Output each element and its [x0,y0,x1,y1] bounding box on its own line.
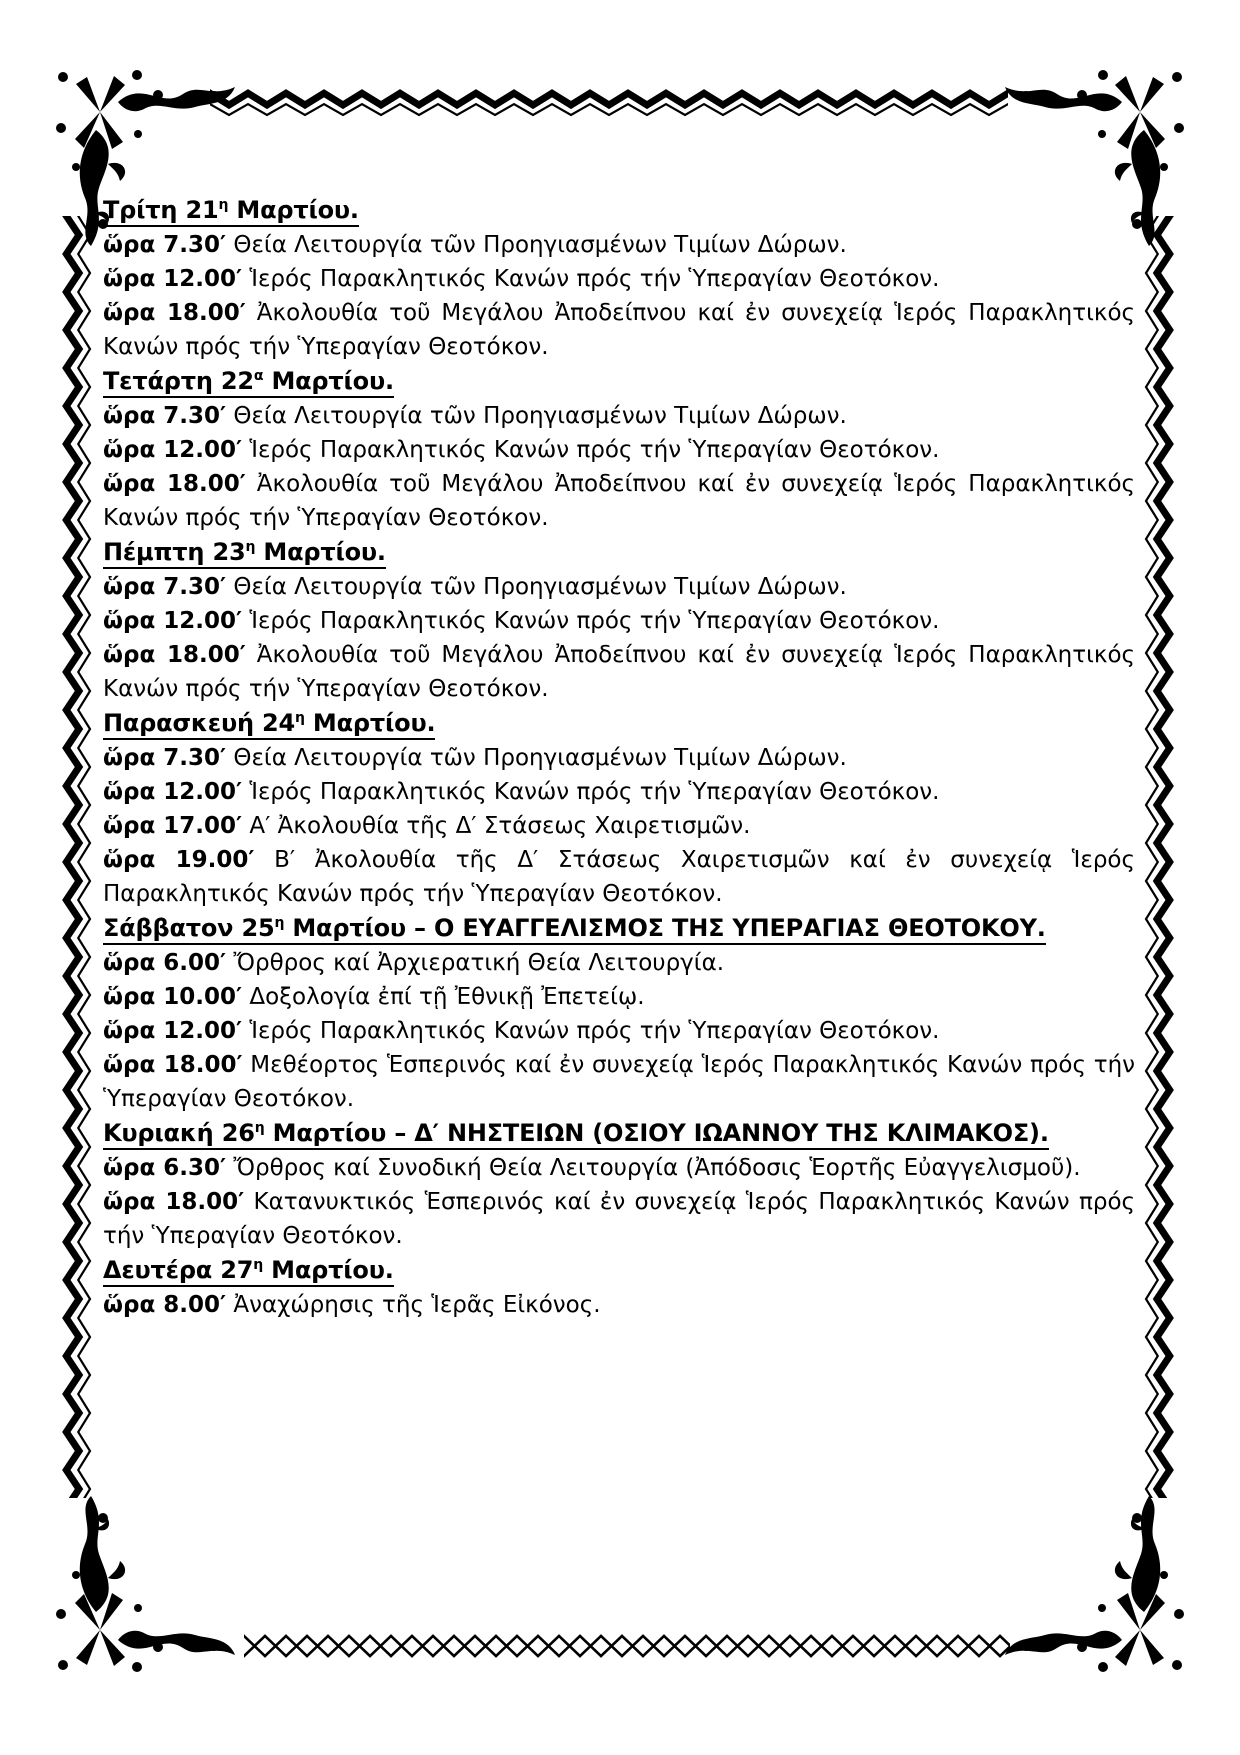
day-section [103,535,1135,706]
schedule-entry [103,570,1135,604]
entry-time: ὥρα 18.00′ [103,1052,243,1078]
day-ordinal-superscript: α [253,368,264,384]
schedule-content [103,193,1135,1322]
schedule-entry [103,980,1135,1014]
day-section [103,1116,1135,1253]
day-ordinal-superscript: η [218,197,229,213]
day-ordinal-superscript: η [254,1120,265,1136]
entry-text: Ἀκολουθία τοῦ Μεγάλου Ἀποδείπνου καί ἐν συνεχείᾳ Ἱερός Παρακλητικός Κανών πρός τήν Ὑπεραγίαν Θεοτόκον. [103,471,1136,531]
schedule-entry [103,775,1135,809]
entry-time: ὥρα 18.00′ [103,1189,245,1215]
entry-time: ὥρα 12.00′ [103,779,243,805]
corner-ornament-bottom-right-icon [1002,1488,1192,1678]
entry-text: Β′ Ἀκολουθία τῆς Δ′ Στάσεως Χαιρετισμῶν καί ἐν συνεχείᾳ Ἱερός Παρακλητικός Κανών πρός τήν Ὑπεραγίαν Θεοτόκον. [103,847,1135,907]
day-heading-row [103,911,1135,946]
entry-time: ὥρα 12.00′ [103,266,243,292]
day-heading-text: Τετάρτη 22 [103,367,254,395]
entry-time: ὥρα 7.30′ [103,232,227,258]
entry-time: ὥρα 6.30′ [103,1155,227,1181]
schedule-entry [103,1288,1135,1322]
day-section [103,193,1135,364]
schedule-entry [103,228,1135,262]
day-heading [103,1256,394,1287]
entry-text: Ἱερός Παρακλητικός Κανών πρός τήν Ὑπεραγίαν Θεοτόκον. [249,266,940,292]
entry-text: Δοξολογία ἐπί τῇ Ἐθνικῇ Ἐπετείῳ. [249,984,645,1010]
day-heading-text: Τρίτη 21 [103,196,219,224]
schedule-entry [103,1048,1135,1116]
schedule-entry [103,296,1135,364]
entry-text: Ἀναχώρησις τῆς Ἱερᾶς Εἰκόνος. [233,1292,601,1318]
entry-text: Θεία Λειτουργία τῶν Προηγιασμένων Τιμίων Δώρων. [233,232,847,258]
day-heading-rest: Μαρτίου. [263,367,394,395]
entry-time: ὥρα 7.30′ [103,745,227,771]
day-heading-row [103,1253,1135,1288]
entry-text: Ὄρθρος καί Ἀρχιερατική Θεία Λειτουργία. [233,950,725,976]
day-heading-text: Παρασκευή 24 [103,709,295,737]
entry-text: Ἱερός Παρακλητικός Κανών πρός τήν Ὑπεραγίαν Θεοτόκον. [249,779,940,805]
schedule-entry [103,741,1135,775]
day-section [103,911,1135,1116]
schedule-entry [103,433,1135,467]
day-section [103,364,1135,535]
schedule-entry [103,638,1135,706]
entry-time: ὥρα 8.00′ [103,1292,227,1318]
schedule-entry [103,262,1135,296]
day-heading-row [103,706,1135,741]
day-heading-rest: Μαρτίου. [304,709,436,737]
entry-time: ὥρα 10.00′ [103,984,243,1010]
entry-time: ὥρα 6.00′ [103,950,227,976]
day-heading-row [103,193,1135,228]
entry-text: Ὄρθρος καί Συνοδική Θεία Λειτουργία (Ἀπόδοσις Ἑορτῆς Εὐαγγελισμοῦ). [233,1155,1081,1181]
bottom-x-border [244,1632,1010,1662]
schedule-entry [103,1151,1135,1185]
day-ordinal-superscript: η [295,710,305,726]
corner-ornament-bottom-left-icon [48,1488,238,1678]
entry-time: ὥρα 12.00′ [103,608,243,634]
day-heading [103,709,435,740]
entry-time: ὥρα 18.00′ [103,471,246,497]
day-section [103,1253,1135,1322]
day-heading-text: Κυριακή 26 [103,1119,255,1147]
day-heading-rest: Μαρτίου. [228,196,359,224]
day-heading [103,1119,1049,1150]
entry-text: Ἀκολουθία τοῦ Μεγάλου Ἀποδείπνου καί ἐν συνεχείᾳ Ἱερός Παρακλητικός Κανών πρός τήν Ὑπεραγίαν Θεοτόκον. [103,642,1136,702]
entry-time: ὥρα 12.00′ [103,437,243,463]
entry-text: Α′ Ἀκολουθία τῆς Δ′ Στάσεως Χαιρετισμῶν. [249,813,751,839]
schedule-entry [103,1185,1135,1253]
day-ordinal-superscript: η [245,539,256,555]
day-heading-text: Πέμπτη 23 [103,538,246,566]
day-heading-rest: Μαρτίου. [263,1256,394,1284]
top-zigzag-border [210,86,1008,118]
entry-time: ὥρα 18.00′ [103,300,246,326]
entry-text: Ἱερός Παρακλητικός Κανών πρός τήν Ὑπεραγίαν Θεοτόκον. [249,1018,940,1044]
day-heading-row [103,364,1135,399]
day-heading-rest: Μαρτίου – Ο ΕΥΑΓΓΕΛΙΣΜΟΣ ΤΗΣ ΥΠΕΡΑΓΙΑΣ ΘΕΟΤΟΚΟΥ. [284,914,1046,942]
entry-time: ὥρα 18.00′ [103,642,246,668]
entry-text: Θεία Λειτουργία τῶν Προηγιασμένων Τιμίων Δώρων. [233,745,847,771]
day-heading-row [103,1116,1135,1151]
entry-text: Μεθέορτος Ἑσπερινός καί ἐν συνεχείᾳ Ἱερός Παρακλητικός Κανών πρός τήν Ὑπεραγίαν Θεοτόκον. [103,1052,1136,1112]
entry-text: Θεία Λειτουργία τῶν Προηγιασμένων Τιμίων Δώρων. [233,574,847,600]
entry-text: Ἱερός Παρακλητικός Κανών πρός τήν Ὑπεραγίαν Θεοτόκον. [249,608,940,634]
entry-time: ὥρα 7.30′ [103,403,227,429]
schedule-entry [103,604,1135,638]
day-section [103,706,1135,911]
day-heading [103,196,359,227]
entry-text: Ἀκολουθία τοῦ Μεγάλου Ἀποδείπνου καί ἐν συνεχείᾳ Ἱερός Παρακλητικός Κανών πρός τήν Ὑπεραγίαν Θεοτόκον. [103,300,1136,360]
schedule-entry [103,946,1135,980]
entry-time: ὥρα 12.00′ [103,1018,243,1044]
right-zigzag-border [1138,216,1178,1498]
day-heading-text: Σάββατον 25 [103,914,275,942]
schedule-entry [103,1014,1135,1048]
schedule-entry [103,843,1135,911]
day-heading-text: Δευτέρα 27 [103,1256,254,1284]
day-ordinal-superscript: η [274,915,285,931]
schedule-entry [103,467,1135,535]
entry-time: ὥρα 19.00′ [103,847,255,873]
day-heading-rest: Μαρτίου – Δ′ ΝΗΣΤΕΙΩΝ (ΟΣΙΟΥ ΙΩΑΝΝΟΥ ΤΗΣ ΚΛΙΜΑΚΟΣ). [264,1119,1049,1147]
entry-text: Ἱερός Παρακλητικός Κανών πρός τήν Ὑπεραγίαν Θεοτόκον. [249,437,940,463]
entry-time: ὥρα 7.30′ [103,574,227,600]
day-heading [103,538,386,569]
day-heading-rest: Μαρτίου. [255,538,386,566]
day-heading-row [103,535,1135,570]
left-zigzag-border [58,216,98,1498]
schedule-entry [103,399,1135,433]
entry-text: Θεία Λειτουργία τῶν Προηγιασμένων Τιμίων Δώρων. [233,403,847,429]
day-heading [103,914,1046,945]
day-ordinal-superscript: η [253,1257,264,1273]
entry-time: ὥρα 17.00′ [103,813,243,839]
day-heading [103,367,394,398]
schedule-entry [103,809,1135,843]
entry-text: Κατανυκτικός Ἑσπερινός καί ἐν συνεχείᾳ Ἱερός Παρακλητικός Κανών πρός τήν Ὑπεραγίαν Θεοτόκον. [103,1189,1136,1249]
